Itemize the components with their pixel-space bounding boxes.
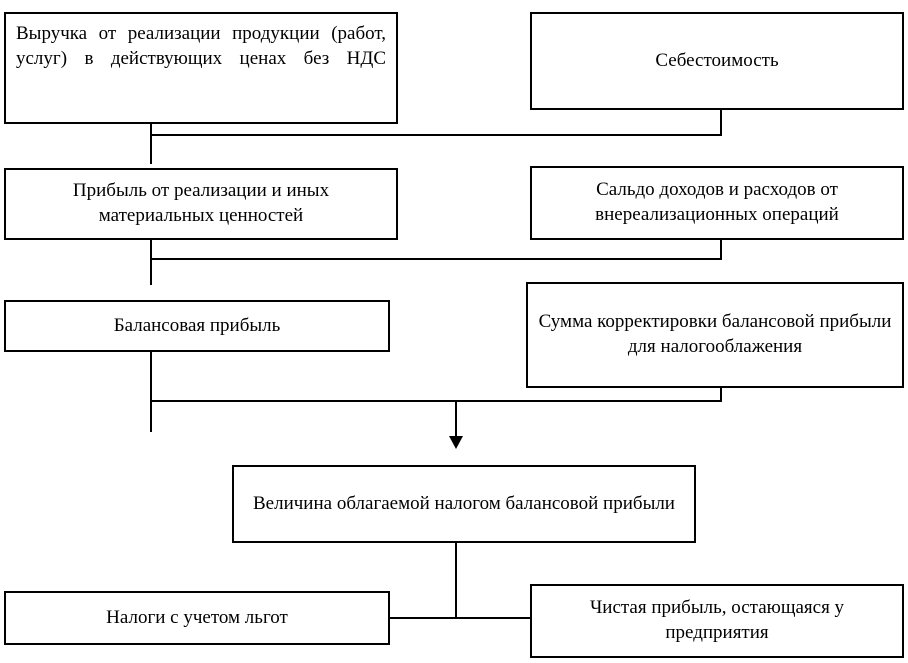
node-taxable-profit: [232, 465, 696, 543]
node-taxes-label: Налоги с учетом льгот: [106, 606, 288, 628]
connector-sales-profit-down: [150, 240, 152, 285]
connector-sales-nonsales-horizontal: [150, 258, 722, 260]
connector-balance-adjustment-horizontal: [150, 400, 722, 402]
connector-revenue-down: [150, 124, 152, 164]
connector-balance-profit-down: [150, 352, 152, 432]
node-cost: [530, 12, 904, 110]
connector-taxable-profit-arrow-stem: [455, 400, 457, 438]
node-non-sales-balance-label: Сальдо доходов и расходов от внереализационных операций: [595, 179, 839, 225]
connector-adjustment-down: [720, 388, 722, 402]
node-taxes: [4, 591, 390, 645]
node-taxable-profit-label: Величина облагаемой налогом балансовой прибыли: [253, 492, 675, 514]
node-revenue-label: Выручка от реализации продукции (работ, услуг) в действующих ценах без НДС: [16, 23, 386, 69]
node-net-profit: [530, 584, 904, 658]
node-adjustment-label: Сумма корректировки балансовой прибыли для налогооблажения: [538, 311, 892, 357]
arrow-head-taxable-profit: [449, 436, 463, 449]
node-non-sales-balance: [530, 166, 904, 240]
node-balance-profit-label: Балансовая прибыль: [113, 314, 281, 336]
node-revenue: [4, 12, 398, 124]
node-adjustment: [526, 282, 904, 388]
connector-cost-down: [720, 110, 722, 136]
connector-revenue-cost-horizontal: [150, 134, 722, 136]
connector-taxes-netprofit-horizontal: [390, 617, 530, 619]
node-cost-label: Себестоимость: [655, 49, 779, 71]
node-sales-profit: [4, 168, 398, 240]
connector-taxable-profit-down: [455, 543, 457, 618]
node-balance-profit: [4, 300, 390, 352]
node-net-profit-label: Чистая прибыль, остающаяся у предприятия: [589, 597, 845, 643]
connector-nonsales-down: [720, 240, 722, 260]
node-sales-profit-label: Прибыль от реализации и иных материальных ценностей: [72, 180, 330, 226]
